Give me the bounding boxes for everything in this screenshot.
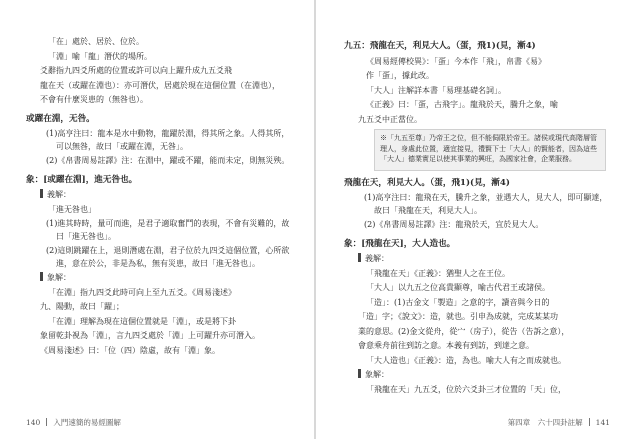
section-bar-icon bbox=[40, 189, 43, 198]
label-xiangjie: 象解： bbox=[344, 369, 612, 382]
text-line: 不會有什麼災患的（無咎也）。 bbox=[40, 95, 148, 104]
right-page-body bbox=[344, 36, 612, 398]
quote-jin-wu-jiu: 「進无咎也」 bbox=[48, 204, 96, 214]
section-bar-icon bbox=[358, 369, 361, 378]
list-item: (2)《帛書周易註譯》注：龍飛於天，宜於見大人。 bbox=[364, 220, 544, 229]
list-item: (2)《帛書周易註譯》注：在淵中，躍或不躍，能而未定，則無災殃。 bbox=[46, 156, 290, 165]
footer-divider bbox=[589, 418, 590, 426]
text-line: 龍在天（或躍在淵也）：亦可潛伏，居處於現在這個位置（在淵也）， bbox=[40, 80, 280, 90]
list-item: (1)高亨注曰：龍本是水中動物，龍躍於淵，得其所之象。人得其所，可以無咎，故曰「或躍在淵，无咎」。 bbox=[46, 129, 290, 151]
left-intro-lines bbox=[26, 36, 294, 107]
text-line: 「大人」注解詳本書「易理基礎名詞」。 bbox=[366, 85, 506, 95]
note-text: ※「九五至尊」乃帝王之位，但不能侷限於帝王。諸侯或現代高階層管理人，身處此位置，適宜接見，禮賢下士「大人」的賢能者，因為這些「大人」德業實足以使其事業的興旺，為國家社會，企業服務。 bbox=[380, 134, 597, 163]
section-heading-xiang-huo-yue: 象：[或躍在淵]，進无咎也。 bbox=[26, 174, 138, 185]
text-line: 「造」字；《說文》：造，就也。引申為成就，完成某某功 bbox=[358, 312, 558, 321]
right-sec2-items bbox=[344, 192, 612, 232]
text-line: 「大人造也」《正義》：造，為也。喻大人有之而成就也。 bbox=[366, 355, 566, 365]
text-line: 會意乘舟前往到訪之意。本義有到訪，到達之意。 bbox=[358, 341, 534, 350]
text-line: 「飛龍在天」九五爻，位於六爻卦三才位置的「天」位， bbox=[366, 384, 566, 394]
text-line: 作「蛋」，據此改。 bbox=[366, 71, 434, 80]
text-line: 業的意思。(2)金文從舟，從宀（房子），從告（告訴之意）， bbox=[358, 326, 570, 336]
note-box bbox=[374, 129, 606, 171]
left-page bbox=[0, 0, 314, 439]
text-line: 「在淵」理解為現在這個位置就是「淵」，或是將下卦 bbox=[48, 316, 236, 326]
right-footer bbox=[508, 417, 610, 430]
text-line: 「淵」喻「龍」潛伏的場所。 bbox=[48, 51, 152, 61]
section-heading-fei-long: 飛龍在天，利見大人。（蛋，飛1)(見，漸4) bbox=[344, 177, 510, 188]
text-line: 「造」：(1)古金文「製造」之意的字，讀音與今日的 bbox=[366, 297, 550, 307]
text-line: 《周易淺述》曰：「位（四）陰虛，故有「淵」象。 bbox=[40, 345, 220, 355]
text-line: 「在淵」指九四爻此時可向上至九五爻。《周易淺述》 bbox=[48, 287, 236, 297]
chapter-title: 第四章 六十四卦註解 bbox=[507, 417, 583, 427]
list-item: (1)高亨注曰：龍飛在天，騰升之象，並遇大人，見大人，即可顯達，故曰「飛龍在天，利見大人」。 bbox=[364, 193, 608, 215]
text-line: 九五爻中正當位。 bbox=[358, 114, 422, 124]
text-line: 「飛龍在天」《正義》：猶聖人之在王位。 bbox=[366, 268, 510, 278]
label-yijie: 義解： bbox=[26, 189, 294, 202]
text-line: 《正義》曰：「蛋，古飛字」。龍飛於天，騰升之象，喻 bbox=[366, 100, 558, 109]
right-sec1-lines bbox=[344, 56, 612, 127]
list-item: (1)進其時時，量可而進，是君子適取奮鬥的表現，不會有災難的，故曰「進无咎也」。 bbox=[46, 219, 290, 241]
right-page bbox=[316, 0, 630, 439]
section-heading-jiu-wu: 九五：飛龍在天，利見大人。（蛋，飛1)(見，漸4) bbox=[344, 41, 536, 51]
section-heading-huo-yue: 或躍在淵，无咎。 bbox=[26, 113, 95, 124]
left-page-body bbox=[26, 36, 294, 359]
section-bar-icon bbox=[358, 253, 361, 262]
footer-divider bbox=[46, 418, 47, 426]
left-sec2-tail bbox=[26, 287, 294, 358]
text-line: 《周易經傳校異》：「蛋」今本作「飛」，帛書《易》 bbox=[366, 56, 546, 66]
page-number: 140 bbox=[26, 417, 41, 427]
text-line: 爻辭指九四爻所處的位置或許可以向上躍升成九五爻飛 bbox=[40, 66, 232, 75]
text-line: 「大人」以九五之位高貴顯尊，喻古代君王或諸侯。 bbox=[366, 283, 550, 292]
book-title: 入門速簡的易經圖解 bbox=[53, 417, 121, 427]
list-item: (2)這則跳躍在上，退則潛處在淵，君子位於九四爻這個位置，心所欲進，意在於公，非是為私，無有災患，故曰「進无咎也」。 bbox=[46, 246, 290, 268]
left-footer bbox=[26, 417, 121, 430]
label-yijie: 義解： bbox=[344, 253, 612, 266]
text-line: 九、陽動，故曰「躍」； bbox=[40, 302, 124, 311]
label-xiangjie: 象解： bbox=[26, 272, 294, 285]
left-sec2-items bbox=[26, 218, 294, 270]
left-sec1-items bbox=[26, 128, 294, 168]
text-line: 「在」處於、居於、位於。 bbox=[48, 37, 144, 46]
section-bar-icon bbox=[40, 272, 43, 281]
page-number: 141 bbox=[595, 417, 610, 427]
section-heading-xiang-fei-long: 象：[飛龍在天]，大人造也。 bbox=[344, 238, 456, 249]
text-line: 象留乾卦視為「淵」，言九四爻處於「淵」上可躍升亦可潛入。 bbox=[40, 331, 260, 340]
right-sec3-lines bbox=[344, 268, 612, 368]
